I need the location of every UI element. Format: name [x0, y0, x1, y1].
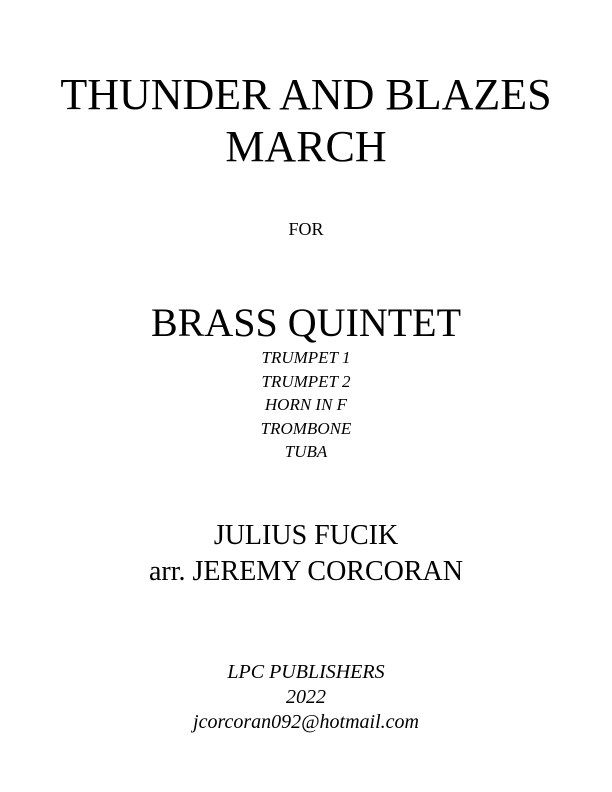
ensemble-name: BRASS QUINTET — [150, 300, 462, 345]
instrument-item: TROMBONE — [260, 418, 352, 438]
instrument-item: TUBA — [284, 442, 328, 462]
for-label: FOR — [288, 219, 324, 239]
instrument-item: TRUMPET 1 — [261, 348, 351, 367]
instrument-item: TRUMPET 2 — [261, 371, 351, 391]
contact-email: jcorcoran092@hotmail.com — [193, 711, 419, 733]
title-line-2: MARCH — [225, 122, 387, 171]
publication-year: 2022 — [286, 686, 326, 708]
title-line-1: THUNDER AND BLAZES — [60, 70, 552, 119]
composer-name: JULIUS FUCIK — [213, 520, 399, 551]
instrument-item: HORN IN F — [264, 395, 348, 415]
instrument-list — [0, 346, 612, 464]
publisher-name: LPC PUBLISHERS — [227, 661, 385, 683]
arranger-name: arr. JEREMY CORCORAN — [149, 556, 463, 587]
